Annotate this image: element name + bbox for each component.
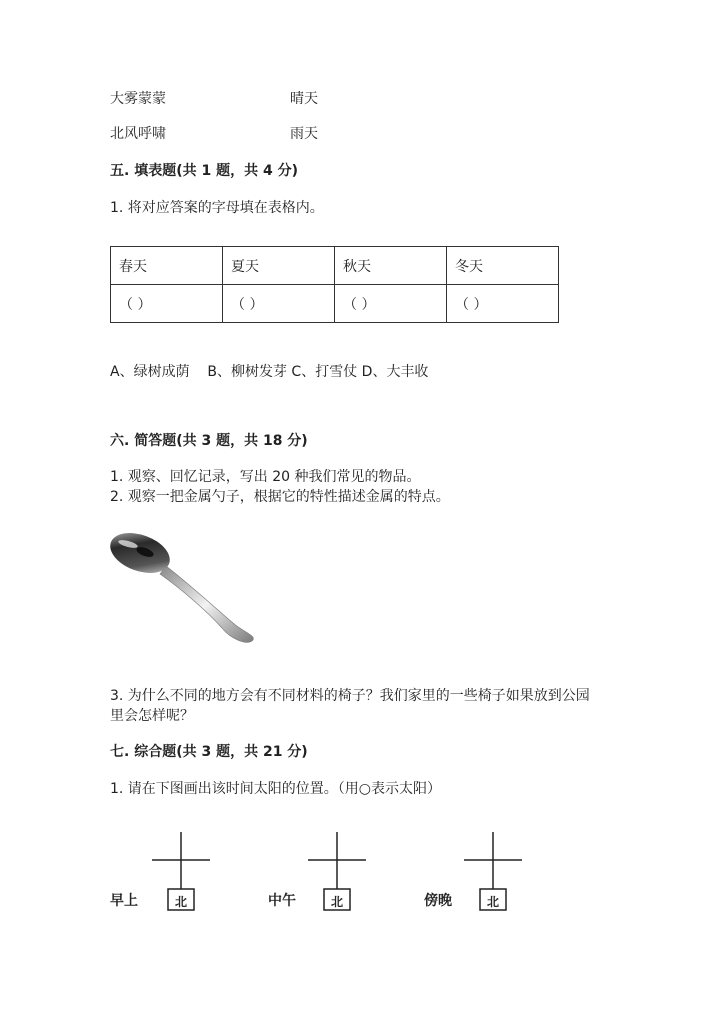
metal-spoon-image: [108, 528, 260, 650]
diagram-box-evening: 北: [487, 895, 500, 909]
table-header-spring: 春天: [111, 247, 223, 285]
diagram-label-noon: 中午: [268, 893, 296, 909]
table-header-row: [111, 247, 559, 285]
section5-heading: 五. 填表题(共 1 题，共 4 分): [110, 163, 298, 179]
section7-question-1: 1. 请在下图画出该时间太阳的位置。（用○表示太阳）: [110, 781, 442, 797]
diagram-label-morning: 早上: [110, 893, 138, 909]
diagram-label-evening: 傍晚: [424, 893, 452, 909]
section6-question-2: 2. 观察一把金属勺子，根据它的特性描述金属的特点。: [110, 489, 450, 505]
answer-table: [110, 246, 559, 323]
section6-heading: 六. 简答题(共 3 题，共 18 分): [110, 433, 308, 449]
answer-cell-autumn[interactable]: （ ）: [335, 285, 447, 323]
match-right-2: 雨天: [290, 126, 318, 142]
section6-question-3-line2: 里会怎样呢？: [110, 708, 194, 724]
section5-question-1: 1. 将对应答案的字母填在表格内。: [110, 200, 324, 216]
match-left-1: 大雾蒙蒙: [110, 91, 166, 107]
diagram-box-noon: 北: [331, 895, 344, 909]
section6-question-1: 1. 观察、回忆记录，写出 20 种我们常见的物品。: [110, 469, 421, 485]
section7-heading: 七. 综合题(共 3 题，共 21 分): [110, 744, 308, 760]
table-header-autumn: 秋天: [335, 247, 447, 285]
match-left-2: 北风呼啸: [110, 126, 166, 142]
answer-cell-summer[interactable]: （ ）: [223, 285, 335, 323]
section5-options: A、绿树成荫 B、柳树发芽 C、打雪仗 D、大丰收: [110, 364, 429, 380]
answer-cell-winter[interactable]: （ ）: [447, 285, 559, 323]
diagram-box-morning: 北: [175, 895, 188, 909]
answer-cell-spring[interactable]: （ ）: [111, 285, 223, 323]
table-header-summer: 夏天: [223, 247, 335, 285]
table-header-winter: 冬天: [447, 247, 559, 285]
table-answer-row: [111, 285, 559, 323]
section6-question-3-line1: 3. 为什么不同的地方会有不同材料的椅子？我们家里的一些椅子如果放到公园: [110, 688, 590, 704]
match-right-1: 晴天: [290, 91, 318, 107]
